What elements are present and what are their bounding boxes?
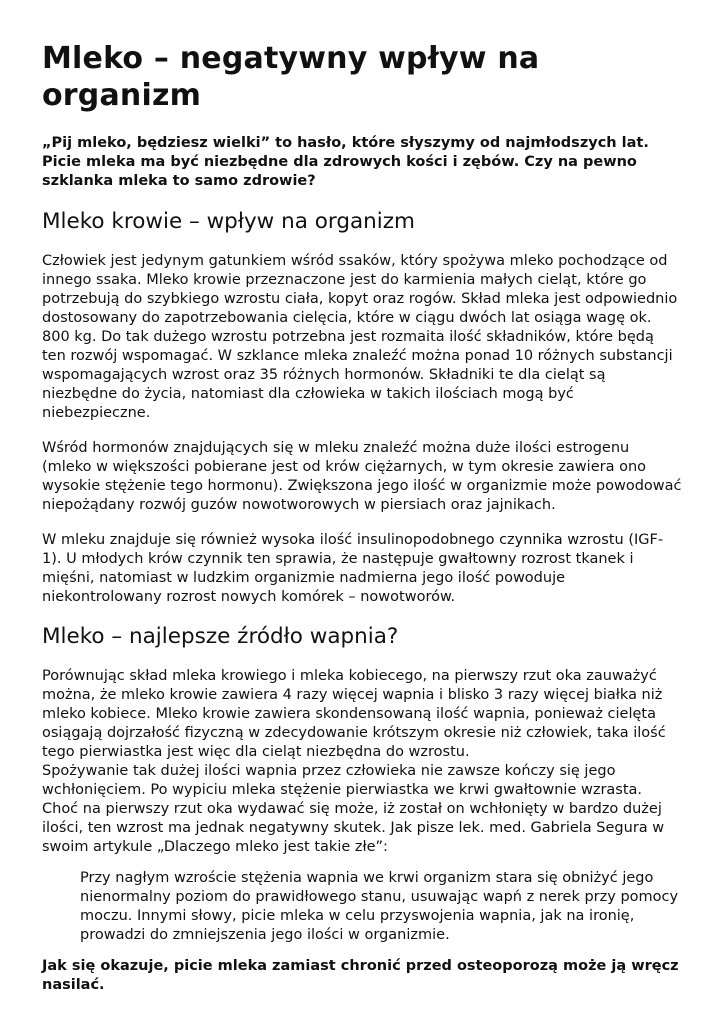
section-heading-calcium: Mleko – najlepsze źródło wapnia? [42,624,399,649]
conclusion-paragraph: Jak się okazuje, picie mleka zamiast chronić przed osteoporozą może ją wręcz nasilać. [42,958,679,993]
body-paragraph: Spożywanie tak dużej ilości wapnia przez człowieka nie zawsze kończy się jego wchłonięciem. Po wypiciu mleka stężenie pierwiastka we krwi gwałtownie wzrasta. Choć na pierwszy rzut oka wydawać się może, iż został on wchłonięty w bardzo dużej ilości, ten wzrost ma jednak negatywny skutek. Jak pisze lek. med. Gabriela Segura w swoim artykule „Dlaczego mleko jest takie złe”: [42,763,665,855]
body-paragraph: Człowiek jest jedynym gatunkiem wśród ssaków, który spożywa mleko pochodzące od innego ssaka. Mleko krowie przeznaczone jest do karmienia małych cieląt, które go potrzebują do szybkiego wzrostu ciała, kopyt oraz rogów. Skład mleka jest odpowiednio dostosowany do zapotrzebowania cielęcia, które w ciągu dwóch lat osiąga wagę ok. 800 kg. Do tak dużego wzrostu potrzebna jest rozmaita ilość składników, które będą ten rozwój wspomagać. W szklance mleka znaleźć można ponad 10 różnych substancji wspomagających wzrost oraz 35 różnych hormonów. Składniki te dla cieląt są niezbędne do życia, natomiast dla człowieka w takich ilościach mogą być niebezpieczne. [42,253,678,421]
lead-paragraph: „Pij mleko, będziesz wielki” to hasło, które słyszymy od najmłodszych lat. Picie mleka ma być niezbędne dla zdrowych kości i zębów. Czy na pewno szklanka mleka to samo zdrowie? [42,135,649,189]
body-paragraph: Porównując skład mleka krowiego i mleka kobiecego, na pierwszy rzut oka zauważyć można, że mleko krowie zawiera 4 razy więcej wapnia i blisko 3 razy więcej białka niż mleko kobiece. Mleko krowie zawiera skondensowaną ilość wapnia, ponieważ cielęta osiągają dojrzałość fizyczną w zdecydowanie krótszym okresie niż człowiek, taka ilość tego pierwiastka jest więc dla cieląt niezbędna do wzrostu. [42,668,666,760]
section-heading-milk-effects: Mleko krowie – wpływ na organizm [42,209,415,234]
document-title: Mleko – negatywny wpływ na organizm [42,41,540,113]
body-paragraph: Wśród hormonów znajdujących się w mleku znaleźć można duże ilości estrogenu (mleko w większości pobierane jest od krów ciężarnych, w tym okresie zawiera ono wysokie stężenie tego hormonu). Zwiększona jego ilość w organizmie może powodować niepożądany rozwój guzów nowotworowych w piersiach oraz jajnikach. [42,440,682,513]
body-paragraph: W mleku znajduje się również wysoka ilość insulinopodobnego czynnika wzrostu (IGF-1). U młodych krów czynnik ten sprawia, że następuje gwałtowny rozrost tkanek i mięśni, natomiast w ludzkim organizmie nadmierna jego ilość powoduje niekontrolowany rozrost nowych komórek – nowotworów. [42,532,664,605]
block-quote: Przy nagłym wzroście stężenia wapnia we krwi organizm stara się obniżyć jego nienormalny poziom do prawidłowego stanu, usuwając wapń z nerek przy pomocy moczu. Innymi słowy, picie mleka w celu przyswojenia wapnia, jak na ironię, prowadzi do zmniejszenia jego ilości w organizmie. [80,870,679,943]
